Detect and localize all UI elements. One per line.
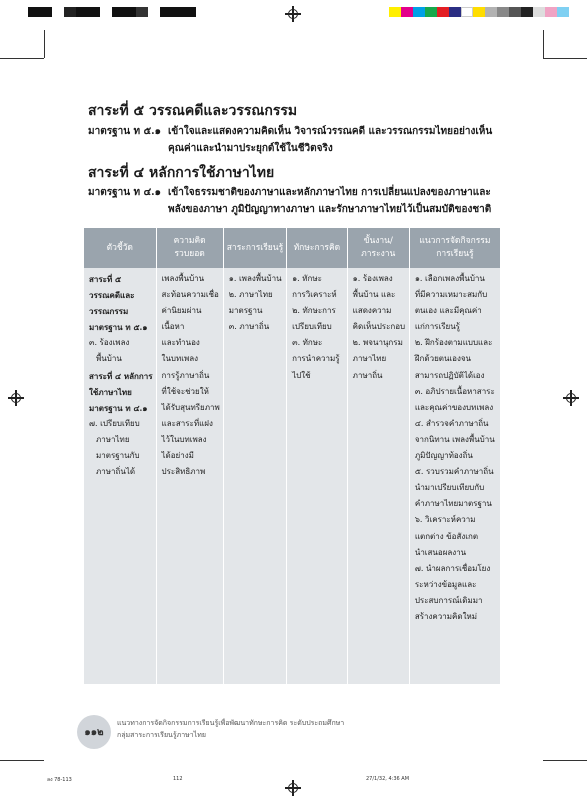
- cell-steps: ๑. ร้องเพลง พื้นบ้าน และ แสดงความ คิดเห็นประกอบ ๒. พจนานุกรม ภาษาไทย ภาษาถิ่น: [347, 268, 409, 684]
- section4-title: สาระที่ ๔ หลักการใช้ภาษาไทย: [88, 165, 275, 181]
- grayscale-bar: [28, 7, 196, 17]
- crop-mark: [543, 30, 544, 58]
- section5-standard-line2: คุณค่าและนำมาประยุกต์ใช้ในชีวิตจริง: [168, 143, 333, 154]
- learning-plan-table: [84, 228, 500, 684]
- table-row: [84, 268, 500, 684]
- page-number: ๑๑๒: [84, 727, 104, 738]
- footer-book-title: แนวทางการจัดกิจกรรมการเรียนรู้เพื่อพัฒนาทักษะการคิด ระดับประถมศึกษา: [117, 719, 345, 727]
- section4-standard-line2: พลังของภาษา ภูมิปัญญาทางภาษา และรักษาภาษาไทยไว้เป็นสมบัติของชาติ: [168, 204, 492, 215]
- header-content: สาระการเรียนรู้: [223, 228, 286, 268]
- slug-timestamp: 27/1/32, 4:36 AM: [366, 776, 410, 782]
- slug-file: ลง 78-113: [47, 777, 72, 783]
- crop-mark: [543, 760, 587, 761]
- crop-mark: [44, 30, 45, 58]
- table-header-row: [84, 228, 500, 268]
- registration-mark-top: [285, 6, 301, 22]
- cell-thinking-skills: ๑. ทักษะ การวิเคราะห์ ๒. ทักษะการ เปรียบเทียบ ๓. ทักษะ การนำความรู้ ไปใช้: [287, 268, 348, 684]
- header-activities: แนวการจัดกิจกรรม การเรียนรู้: [409, 228, 500, 268]
- section5-standard-label: มาตรฐาน ท ๕.๑: [88, 126, 161, 137]
- header-steps: ขั้นงาน/ ภาระงาน: [347, 228, 409, 268]
- crop-mark: [0, 58, 44, 59]
- section4-standard-line1: เข้าใจธรรมชาติของภาษาและหลักภาษาไทย การเปลี่ยนแปลงของภาษาและ: [168, 187, 491, 198]
- registration-mark-left: [8, 390, 24, 406]
- section5-standard: [88, 123, 508, 157]
- cell-content: ๑. เพลงพื้นบ้าน ๒. ภาษาไทย มาตรฐาน ๓. ภาษาถิ่น: [223, 268, 286, 684]
- section4-standard: [88, 184, 508, 218]
- section5-title: สาระที่ ๕ วรรณคดีและวรรณกรรม: [88, 103, 298, 119]
- crop-mark: [0, 760, 44, 761]
- registration-mark-bottom: [285, 780, 301, 796]
- header-thinking-skills: ทักษะการคิด: [287, 228, 348, 268]
- cell-activities: ๑. เลือกเพลงพื้นบ้าน ที่มีความเหมาะสมกับ ตนเอง และมีคุณค่า แก่การเรียนรู้ ๒. ฝึกร้องตามแบบและ ฝึกด้วยตนเองจน สามารถปฏิบัติได้เอง ๓. อภิปรายเนื้อหาสาระ และคุณค่าของบทเพลง ๔. สำรวจคำภาษาถิ่น จากนิทาน เพลงพื้นบ้าน ภูมิปัญญาท้องถิ่น ๕. รวบรวมคำภาษาถิ่น นำมาเปรียบเทียบกับ คำภาษาไทยมาตรฐาน ๖. วิเคราะห์ความ แตกต่าง ข้อสังเกต นำเสนอผลงาน ๗. นำผลการเชื่อมโยง ระหว่างข้อมูลและ ประสบการณ์เดิมมา สร้างความคิดใหม่: [409, 268, 500, 684]
- header-core-concept: ความคิด รวบยอด: [156, 228, 223, 268]
- registration-mark-right: [563, 390, 579, 406]
- cell-indicators: สาระที่ ๕ วรรณคดีและ วรรณกรรม มาตรฐาน ท ๕.๑ ๓. ร้องเพลง พื้นบ้าน สาระที่ ๔ หลักการ ใช้ภาษาไทย มาตรฐาน ท ๔.๑ ๗. เปรียบเทียบ ภาษาไทย มาตรฐานกับ ภาษาถิ่นได้: [84, 268, 156, 684]
- section4-standard-label: มาตรฐาน ท ๔.๑: [88, 187, 161, 198]
- section5-standard-line1: เข้าใจและแสดงความคิดเห็น วิจารณ์วรรณคดี และวรรณกรรมไทยอย่างเห็น: [168, 126, 493, 137]
- color-bar: [389, 7, 569, 17]
- crop-mark: [543, 58, 587, 59]
- cell-core-concept: เพลงพื้นบ้าน สะท้อนความเชื่อ ค่านิยมผ่าน เนื้อหา และทำนอง ในบทเพลง การรู้ภาษาถิ่น ที่ใช้จะช่วยให้ ได้รับสุนทรียภาพ และสาระที่แฝง ไว้ในบทเพลง ได้อย่างมี ประสิทธิภาพ: [156, 268, 223, 684]
- slug-page: 112: [173, 776, 183, 782]
- header-indicators: ตัวชี้วัด: [84, 228, 156, 268]
- footer-subject: กลุ่มสาระการเรียนรู้ภาษาไทย: [117, 731, 206, 739]
